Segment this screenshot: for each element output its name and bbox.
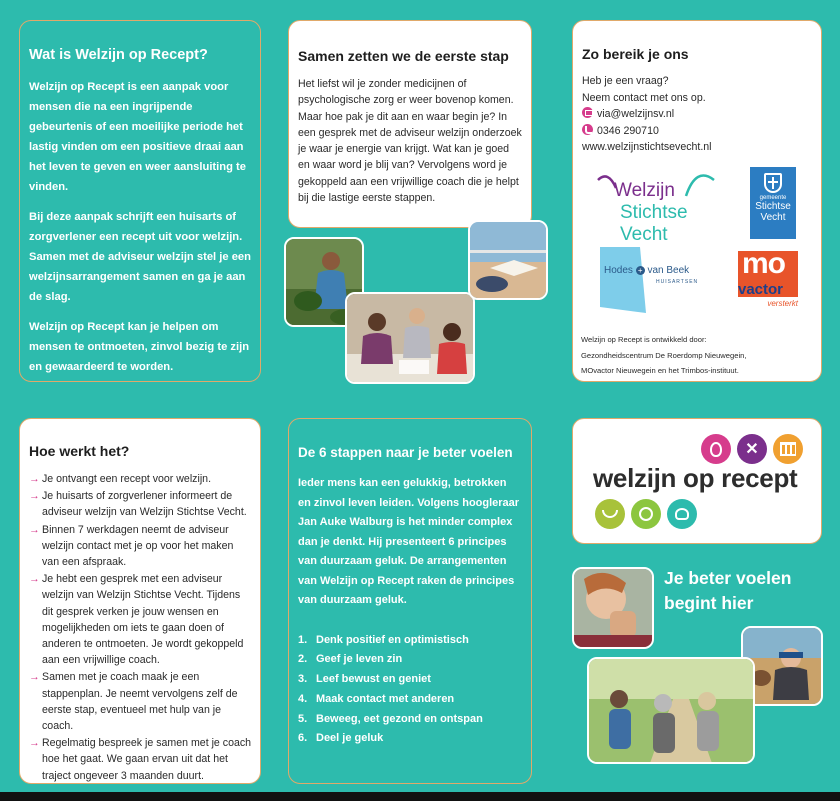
list-item: 6. Deel je geluk <box>298 732 384 745</box>
panel-wat-is-welzijn <box>19 20 261 382</box>
email-text[interactable]: via@welzijnsv.nl <box>597 108 675 120</box>
logo-gemeente-line1: Stichtse <box>755 201 791 212</box>
panel-title: Samen zetten we de eerste stap <box>298 48 509 64</box>
steps-list <box>29 471 252 784</box>
tagline-line1: Je beter voelen <box>664 568 792 588</box>
arrow-right-icon: → <box>29 490 40 503</box>
list-item: 1. Denk positief en optimistisch <box>298 633 469 646</box>
balloon-icon <box>701 434 731 464</box>
contact-footer <box>581 332 746 379</box>
logo-movactor <box>738 247 800 311</box>
arrow-right-icon: → <box>29 573 40 586</box>
tagline <box>664 566 791 616</box>
runner-icon: ✕ <box>737 434 767 464</box>
arrow-right-icon: → <box>29 473 40 485</box>
list-item: → Je hebt een gesprek met een adviseur welzijn van Welzijn Stichtse Vecht. Tijdens dit gesprek verken je jouw wensen en mogelijkheden om iets te gaan doen of anderen te ontmoeten. Je wordt gekoppeld aan een vrijwillige coach. <box>29 573 244 667</box>
paragraph: Het liefst wil je zonder medicijnen of psychologische zorg er weer bovenop komen. Maar hoe pak je dit aan en waar begin je? In een gesprek met de adviseur welzijn onderzoek je waar je energie van krijgt. Wat kan je goed en waar word je blij van? Vervolgens word je gekoppeld aan een vrijwillige coach die je helpt bij die lastige eerste stappen. <box>298 78 522 205</box>
logo-mo-mid: vactor <box>738 281 784 298</box>
contact-instruction: Neem contact met ons op. <box>582 91 706 104</box>
photo-reading-book <box>468 220 548 300</box>
shield-icon <box>764 173 782 193</box>
list-item: 5. Beweeg, eet gezond en ontspan <box>298 712 483 725</box>
plus-icon: + <box>636 266 645 275</box>
list-item: → Je huisarts of zorgverlener informeert de adviseur welzijn van Welzijn Stichtse Vecht. <box>29 490 247 519</box>
paragraph: Welzijn op Recept is een aanpak voor mensen die na een ingrijpende gebeurtenis of een moeilijke periode het lastig vinden om een positieve draai aan het leven te geven en weer aansluiting te vinden. <box>29 81 246 193</box>
contact-phone[interactable] <box>582 123 812 140</box>
paragraph: Ieder mens kan een gelukkig, betrokken en zinvol leven leiden. Volgens hoogleraar Jan Auke Walburg is het minder complex dan je denkt. Hij presenteert 6 principes van duurzaam geluk. De arrangementen van Welzijn op Recept raken de principes van duurzaam geluk. <box>298 477 520 606</box>
building-icon <box>773 434 803 464</box>
paragraph: Bij deze aanpak schrijft een huisarts of zorgverlener een recept uit voor welzijn. Samen met de adviseur welzijn stel je een welzijnsarrangement samen en ga je aan de slag. <box>29 211 251 303</box>
bowl-icon <box>595 499 625 529</box>
phone-icon <box>582 124 593 135</box>
list-item: → Regelmatig bespreek je samen met je coach hoe het gaat. We gaan ervan uit dat het traject ongeveer 3 maanden duurt. <box>29 737 252 782</box>
list-item: 2. Geef je leven zin <box>298 653 403 666</box>
contact-question: Heb je een vraag? <box>582 75 669 87</box>
list-item: → Je ontvangt een recept voor welzijn. <box>29 471 252 487</box>
photo-group-table <box>345 292 475 384</box>
photo-walking-group <box>587 657 755 764</box>
panel-brand-logo <box>572 418 822 544</box>
tree-icon <box>631 499 661 529</box>
logo-gemeente-line2: Vecht <box>760 212 786 223</box>
brand-logo-text: welzijn op recept <box>593 463 798 493</box>
logo-mo-sub: versterkt <box>767 299 798 308</box>
contact-website[interactable]: www.welzijnstichtsevecht.nl <box>582 141 712 153</box>
principles-list <box>298 631 522 750</box>
arrow-right-icon: → <box>29 737 40 750</box>
logo-gemeente-stichtse-vecht <box>750 167 796 239</box>
photo-thumbs-up-woman <box>572 567 654 649</box>
panel-6-stappen <box>288 418 532 784</box>
list-item: → Samen met je coach maak je een stappenplan. Je neemt vervolgens zelf de eerste stap, eventueel met hulp van je coach. <box>29 671 238 733</box>
tagline-line2: begint hier <box>664 593 754 613</box>
phone-text[interactable]: 0346 290710 <box>597 124 659 137</box>
logo-welzijn-line2: Stichtse Vecht <box>620 202 688 245</box>
logo-gemeente-small: gemeente <box>759 195 787 201</box>
logo-hodes-van-beek <box>600 247 710 313</box>
paragraph: Welzijn op Recept kan je helpen om mensen te ontmoeten, zinvol bezig te zijn en gewaardeerd te worden. <box>29 321 250 373</box>
footer-line: Gezondheidscentrum De Roerdomp Nieuwegein, <box>581 350 747 360</box>
email-icon <box>582 107 593 118</box>
panel-samen <box>288 20 532 228</box>
panel-hoe-werkt-het <box>19 418 261 784</box>
logo-hodes-left: Hodes <box>604 265 633 276</box>
logo-mo-top: mo <box>742 247 785 280</box>
arrow-right-icon: → <box>29 671 40 684</box>
icon-row-top <box>701 434 803 464</box>
arrow-right-icon: → <box>29 523 40 536</box>
panel-title: Wat is Welzijn op Recept? <box>29 47 208 63</box>
logo-welzijn-line1: Welzijn <box>614 180 675 201</box>
logo-hodes-sub: HUISARTSEN <box>656 279 699 285</box>
footer-line: Welzijn op Recept is ontwikkeld door: <box>581 335 707 344</box>
list-item: 3. Leef bewust en geniet <box>298 673 431 686</box>
meditation-icon <box>667 499 697 529</box>
footer-line: MOvactor Nieuwegein en het Trimbos-instituut. <box>581 366 739 375</box>
panel-title: Zo bereik je ons <box>582 46 689 62</box>
list-item: → Binnen 7 werkdagen neemt de adviseur welzijn contact met je op voor het maken van een afspraak. <box>29 523 234 569</box>
icon-row-bottom <box>595 499 697 529</box>
contact-email[interactable] <box>582 106 812 123</box>
panel-title: Hoe werkt het? <box>29 443 130 459</box>
logo-hodes-right: van Beek <box>647 265 690 276</box>
logo-welzijn-stichtse-vecht <box>596 168 726 245</box>
list-item: 4. Maak contact met anderen <box>298 692 455 705</box>
panel-title: De 6 stappen naar je beter voelen <box>298 445 513 460</box>
bottom-bar <box>0 792 840 801</box>
